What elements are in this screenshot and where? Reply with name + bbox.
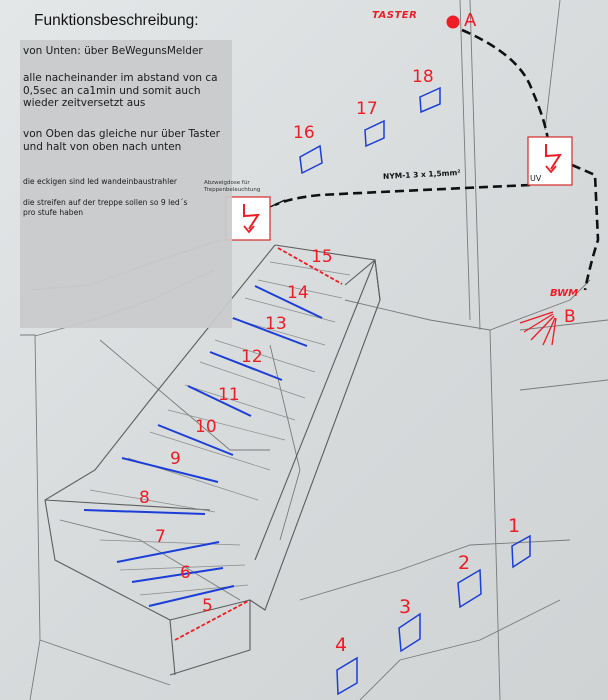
strip-6 (132, 568, 223, 582)
step-number-11: 11 (218, 385, 240, 405)
step-number-14: 14 (287, 283, 309, 303)
wire-uv-bwm (572, 165, 598, 290)
step-number-18: 18 (412, 67, 434, 87)
step-number-5: 5 (202, 596, 213, 616)
step-number-8: 8 (139, 488, 150, 508)
description-line-1: von Unten: über BeWegunsMelder (23, 45, 203, 57)
step-number-16: 16 (293, 123, 315, 143)
step-number-1: 1 (508, 515, 521, 537)
step-number-2: 2 (458, 552, 471, 574)
step-number-15: 15 (311, 247, 333, 267)
cable-label: NYM-1 3 x 1,5mm² (382, 167, 461, 182)
wall-light-2 (458, 570, 481, 607)
wall-light-1 (512, 536, 530, 567)
abzweig-label: Abzweigdose für Treppenbeleuchtung (204, 180, 261, 193)
taster-dot (447, 16, 460, 29)
strip-8 (84, 510, 205, 514)
step-number-17: 17 (356, 99, 378, 119)
taster-label: TASTER (372, 10, 418, 21)
description-line-5: die streifen auf der treppe sollen so 9 led´s pro stufe haben (23, 198, 188, 217)
wall-light-18 (420, 88, 440, 112)
wire-taster-uv (462, 30, 548, 140)
point-b-label: B (564, 307, 576, 327)
uv-label: UV (530, 174, 542, 183)
wire-uv-abzweig (275, 185, 530, 205)
step-number-10: 10 (195, 417, 217, 437)
bwm-label: BWM (550, 288, 579, 299)
wall-light-17 (365, 121, 384, 146)
step-number-12: 12 (241, 347, 263, 367)
step-number-13: 13 (265, 314, 287, 334)
description-title: Funktionsbeschreibung: (34, 12, 199, 29)
junction-box-abzweig (226, 197, 270, 240)
strip-7 (117, 542, 219, 562)
step-number-7: 7 (155, 527, 166, 547)
step-number-3: 3 (399, 596, 412, 618)
wall-light-4 (337, 658, 357, 694)
strip-6b (149, 586, 234, 606)
wall-light-3 (399, 614, 420, 651)
step-number-9: 9 (170, 449, 181, 469)
step-number-4: 4 (335, 634, 348, 656)
wall-light-16 (300, 146, 322, 173)
description-line-4: die eckigen sind led wandeinbaustrahler (23, 177, 178, 186)
description-line-3: von Oben das gleiche nur über Taster und halt von oben nach unten (23, 128, 220, 153)
step-number-6: 6 (180, 563, 191, 583)
description-line-2: alle nacheinander im abstand von ca 0,5sec an ca1min und somit auch wieder zeitversetzt aus (23, 72, 218, 109)
abzweig-stub (270, 200, 285, 207)
point-a-label: A (464, 10, 477, 31)
